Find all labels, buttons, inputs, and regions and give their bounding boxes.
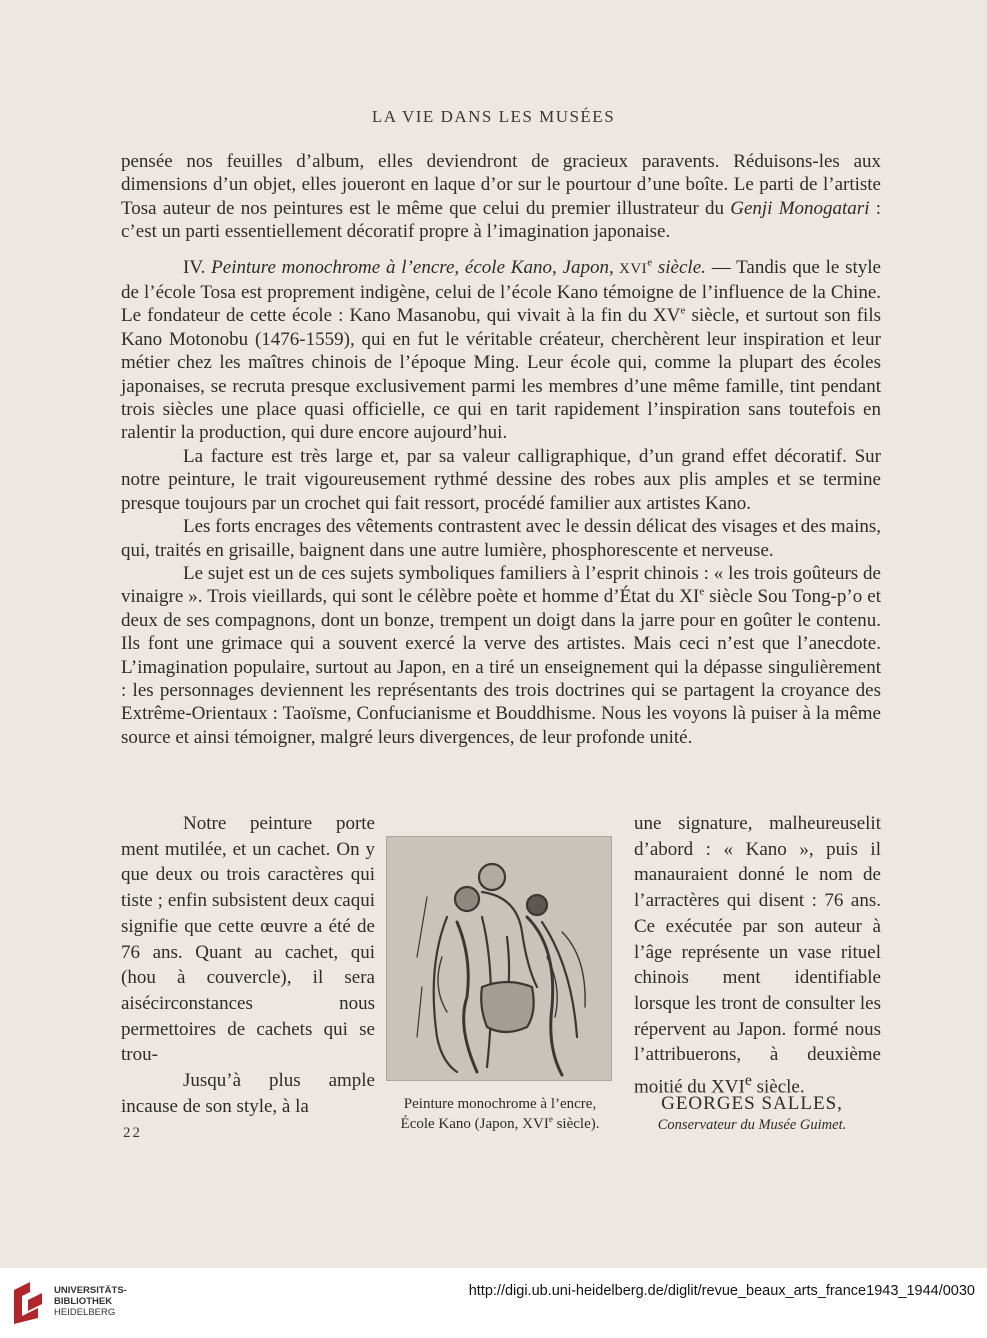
running-header: LA VIE DANS LES MUSÉES	[371, 107, 616, 126]
paragraph-1: pensée nos feuilles d’album, elles deviendront de gracieux paravents. Réduisons-les aux dimensions d’un objet, elles joueront en laque d’or sur le pourtour d’une boîte. Le parti de l’artiste Tosa auteur de nos peintures est le même que celui du premier illustrateur du Genji Monogatari : c’est un parti essentiellement décoratif propre à l’imagination japonaise.	[121, 151, 881, 243]
main-text-column	[121, 150, 881, 749]
left-paragraph-2: Jusqu’à plus ample incause de son style, à la	[121, 1070, 375, 1117]
author-name: GEORGES SALLES,	[661, 1093, 843, 1114]
right-paragraph: une signature, malheureuselit d’abord : « Kano », puis il manauraient donné le nom de l’arractères qui disent : 76 ans. Ce exécutée par son auteur à l’âge représente un vase rituel chinois ment identifiable lorsque les tront de consulter les répervent au Japon. formé nous l’attribuerons, à deuxième moitié du XVIe siècle.	[634, 813, 881, 1098]
paragraph-2: IV. Peinture monochrome à l’encre, école Kano, Japon, XVIe siècle. — Tandis que le style de l’école Tosa est proprement indigène, celui de l’école Kano témoigne de l’influence de la Chine. Le fondateur de cette école : Kano Masanobu, qui vivait à la fin du XVe siècle, et surtout son fils Kano Motonobu (1476-1559), qui en fut le véritable créateur, cherchèrent leur inspiration et leur métier chez les maîtres chinois de l’époque Ming. Leur école qui, comme la plupart des écoles japonaises, se recruta presque exclusivement parmi les membres d’une même famille, tint pendant trois siècles une place quasi officielle, ce qui en tarit rapidement l’inspiration sans toutefois en ralentir la production, qui dure encore aujourd’hui.	[121, 256, 881, 444]
paragraph-4: Les forts encrages des vêtements contrastent avec le dessin délicat des visages et des mains, qui, traités en grisaille, baignent dans une autre lumière, phosphorescente et nerveuse.	[121, 516, 882, 561]
library-name: UNIVERSITÄTS- BIBLIOTHEK HEIDELBERG	[54, 1285, 127, 1318]
paragraph-5: Le sujet est un de ces sujets symboliques familiers à l’esprit chinois : « les trois goûteurs de vinaigre ». Trois vieillards, qui sont le célèbre poète et homme d’État du XIe siècle Sou Tong-p’o et deux de ses compagnons, dont un bonze, trempent un doigt dans la jarre pour en goûter le contenu. Ils font une grimace qui a souvent exercé la verve des artistes. Mais ceci n’est que l’anecdote. L’imagination populaire, surtout au Japon, en a tiré un enseignement qui la dépasse singulièrement : les personnages deviennent les représentants des trois doctrines qui se partagent la croyance des Extrême-Orientaux : Taoïsme, Confucianisme et Bouddhisme. Nous les voyons là puiser à la même source et ainsi témoigner, malgré leurs divergences, de leur profonde unité.	[121, 562, 881, 748]
right-narrow-column	[634, 811, 881, 1100]
left-paragraph-1: Notre peinture porte ment mutilée, et un cachet. On y que deux ou trois caractères qui tiste ; enfin subsistent deux caqui signifie que cette œuvre a été de 76 ans. Quant au cachet, qui (hou à couvercle), il sera aisécirconstances nous permettoires de cachets qui se trou-	[121, 813, 375, 1066]
figure-caption: Peinture monochrome à l’encre, École Kano (Japon, XVIe siècle).	[400, 1096, 600, 1132]
kano-painting-illustration	[386, 836, 612, 1081]
ink-painting-figures	[387, 837, 611, 1080]
permalink-url[interactable]: http://digi.ub.uni-heidelberg.de/diglit/revue_beaux_arts_france1943_1944/0030	[468, 1283, 975, 1299]
library-footer	[0, 1268, 987, 1338]
paragraph-3: La facture est très large et, par sa valeur calligraphique, d’un grand effet décoratif. Sur notre peinture, le trait vigoureusement rythmé dessine des robes aux plis amples et se termine presque toujours par un crochet qui fait ressort, procédé familier aux artistes Kano.	[121, 445, 881, 514]
left-narrow-column	[121, 811, 375, 1119]
author-signature	[642, 1092, 862, 1135]
page-number: 22	[123, 1125, 142, 1141]
heidelberg-library-logo-icon	[10, 1278, 46, 1328]
author-title: Conservateur du Musée Guimet.	[657, 1117, 847, 1133]
